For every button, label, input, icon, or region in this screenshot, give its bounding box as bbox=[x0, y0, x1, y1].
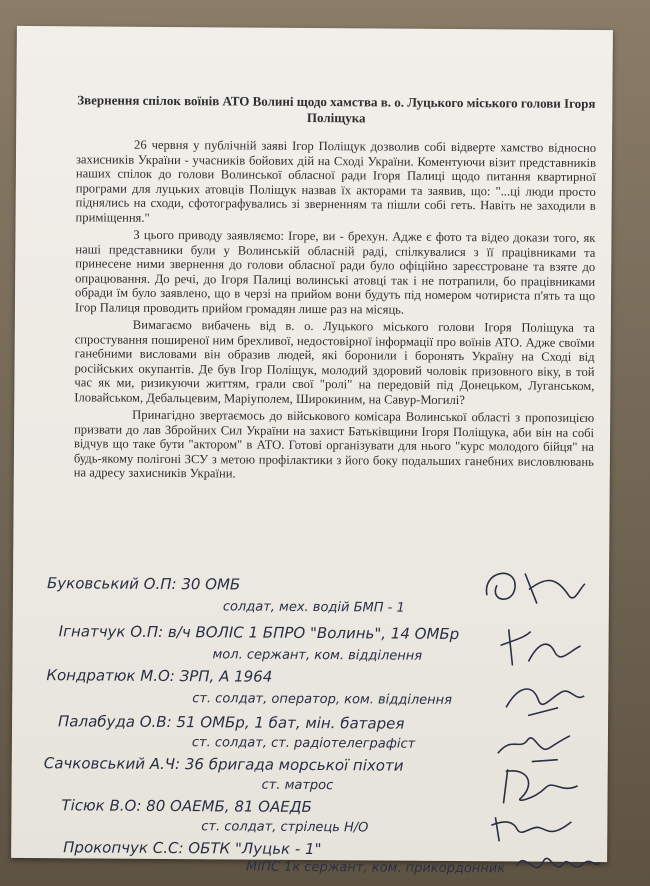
signature-sub-7: МІПС 1к сержант, ком. прикордонник bbox=[245, 859, 506, 877]
signature-block bbox=[41, 574, 603, 878]
signature-line-6: Тісюк В.О: 80 ОАЕМБ, 81 ОАЕДБ bbox=[61, 796, 312, 817]
signature-sub-1: солдат, мех. водій БМП - 1 bbox=[222, 599, 405, 616]
signature-line-5: Сачковський А.Ч: 36 бригада морської піхоти bbox=[43, 754, 404, 775]
paragraph-3: Вимагаємо вибачень від в. о. Луцького міського голови Ігоря Поліщука та спростування поширеної ним брехливої, недостовірної інформації про воїнів АТО. Адже своїми ганебними висловами він образив людей, які боронили і боронять Україну на Сході від російських окупантів. Де був Ігор Поліщук, молодий здоровий чоловік призовного віку, в той час як ми, ризикуючи життям, грали свої "ролі" на передовій під Донецьком, Луганськом, Іловайськом, Дебальцевим, Маріуполем, Широкиним, на Савур-Могилі? bbox=[74, 317, 595, 407]
signature-line-4: Палабуда О.В: 51 ОМБр, 1 бат, мін. батарея bbox=[57, 712, 405, 733]
signature-line-7: Прокопчук С.С: ОБТК "Луцьк - 1" bbox=[63, 838, 322, 859]
document-body bbox=[74, 92, 597, 486]
signature-sub-6: ст. солдат, стрілець Н/О bbox=[201, 819, 369, 836]
signature-scribble-2 bbox=[494, 621, 584, 672]
signature-scribble-5 bbox=[491, 763, 581, 808]
signature-scribble-7 bbox=[511, 845, 601, 882]
document-title: Звернення спілок воїнів АТО Волині щодо хамства в. о. Луцького міського голови Ігоря Поліщука bbox=[77, 92, 596, 126]
signature-scribble-1 bbox=[477, 565, 587, 612]
signature-sub-3: ст. солдат, оператор, ком. відділення bbox=[192, 691, 453, 708]
signature-scribble-3 bbox=[498, 677, 588, 722]
signature-line-3: Кондратюк М.О: ЗРП, А 1964 bbox=[46, 666, 273, 686]
document-sheet bbox=[11, 26, 613, 877]
paragraph-4: Принагідно звертаємось до військового комісара Волинської області з пропозицією призвати до лав Збройних Сил України на захист Батьківщини Ігоря Поліщука, аби він на собі відчув що таке бути "актором" в АТО. Готові організувати для нього "курс молодого бійця" на будь-якому полігоні ЗСУ з метою профілактики з його боку подальших ганебних висловлювань на адресу захисників України. bbox=[73, 407, 595, 481]
signature-scribble-6 bbox=[485, 807, 575, 848]
paragraph-2: З цього приводу заявляємо: Ігоре, ви - брехун. Адже є фото та відео докази того, як наші представники були у Волинській обласній раді, спілкувалися з її працівниками та принесене ними звернення до голови обласної ради було офіційно зареєстроване та взяте до опрацювання. До речі, до Ігоря Палиці волинські атовці так і не потрапили, бо працівниками обради їм було заявлено, що в черзі на прийом вони будуть під номером чотириста п'ять та що Ігор Палиця проводить прийом громадян лише раз на місяць. bbox=[74, 227, 596, 317]
signature-sub-2: мол. сержант, ком. відділення bbox=[212, 647, 423, 664]
signature-sub-5: ст. матрос bbox=[261, 777, 334, 794]
signature-sub-4: ст. солдат, ст. радіотелеграфіст bbox=[191, 735, 416, 752]
signature-line-1: Буковський О.П: 30 ОМБ bbox=[46, 574, 241, 594]
signature-line-2: Ігнатчук О.П: в/ч ВОЛІС 1 БПРО "Волинь", 14 ОМБр bbox=[58, 622, 460, 644]
paragraph-1: 26 червня у публічній заяві Ігор Поліщук дозволив собі відверте хамство відносно захисників України - учасників бойових дій на Сході України. Коментуючи візит представників наших спілок до голови Волинської обласної ради Ігоря Палиці щодо питання квартирної програми для луцьких атовців Поліщук назвав їх акторами та заявив, що: "...ці люди просто піднялись на сходи, сфотографувались зі зверненням та пішли собі геть. Навіть не заходили в приміщення." bbox=[75, 137, 597, 225]
signature-scribble-4 bbox=[492, 725, 572, 766]
